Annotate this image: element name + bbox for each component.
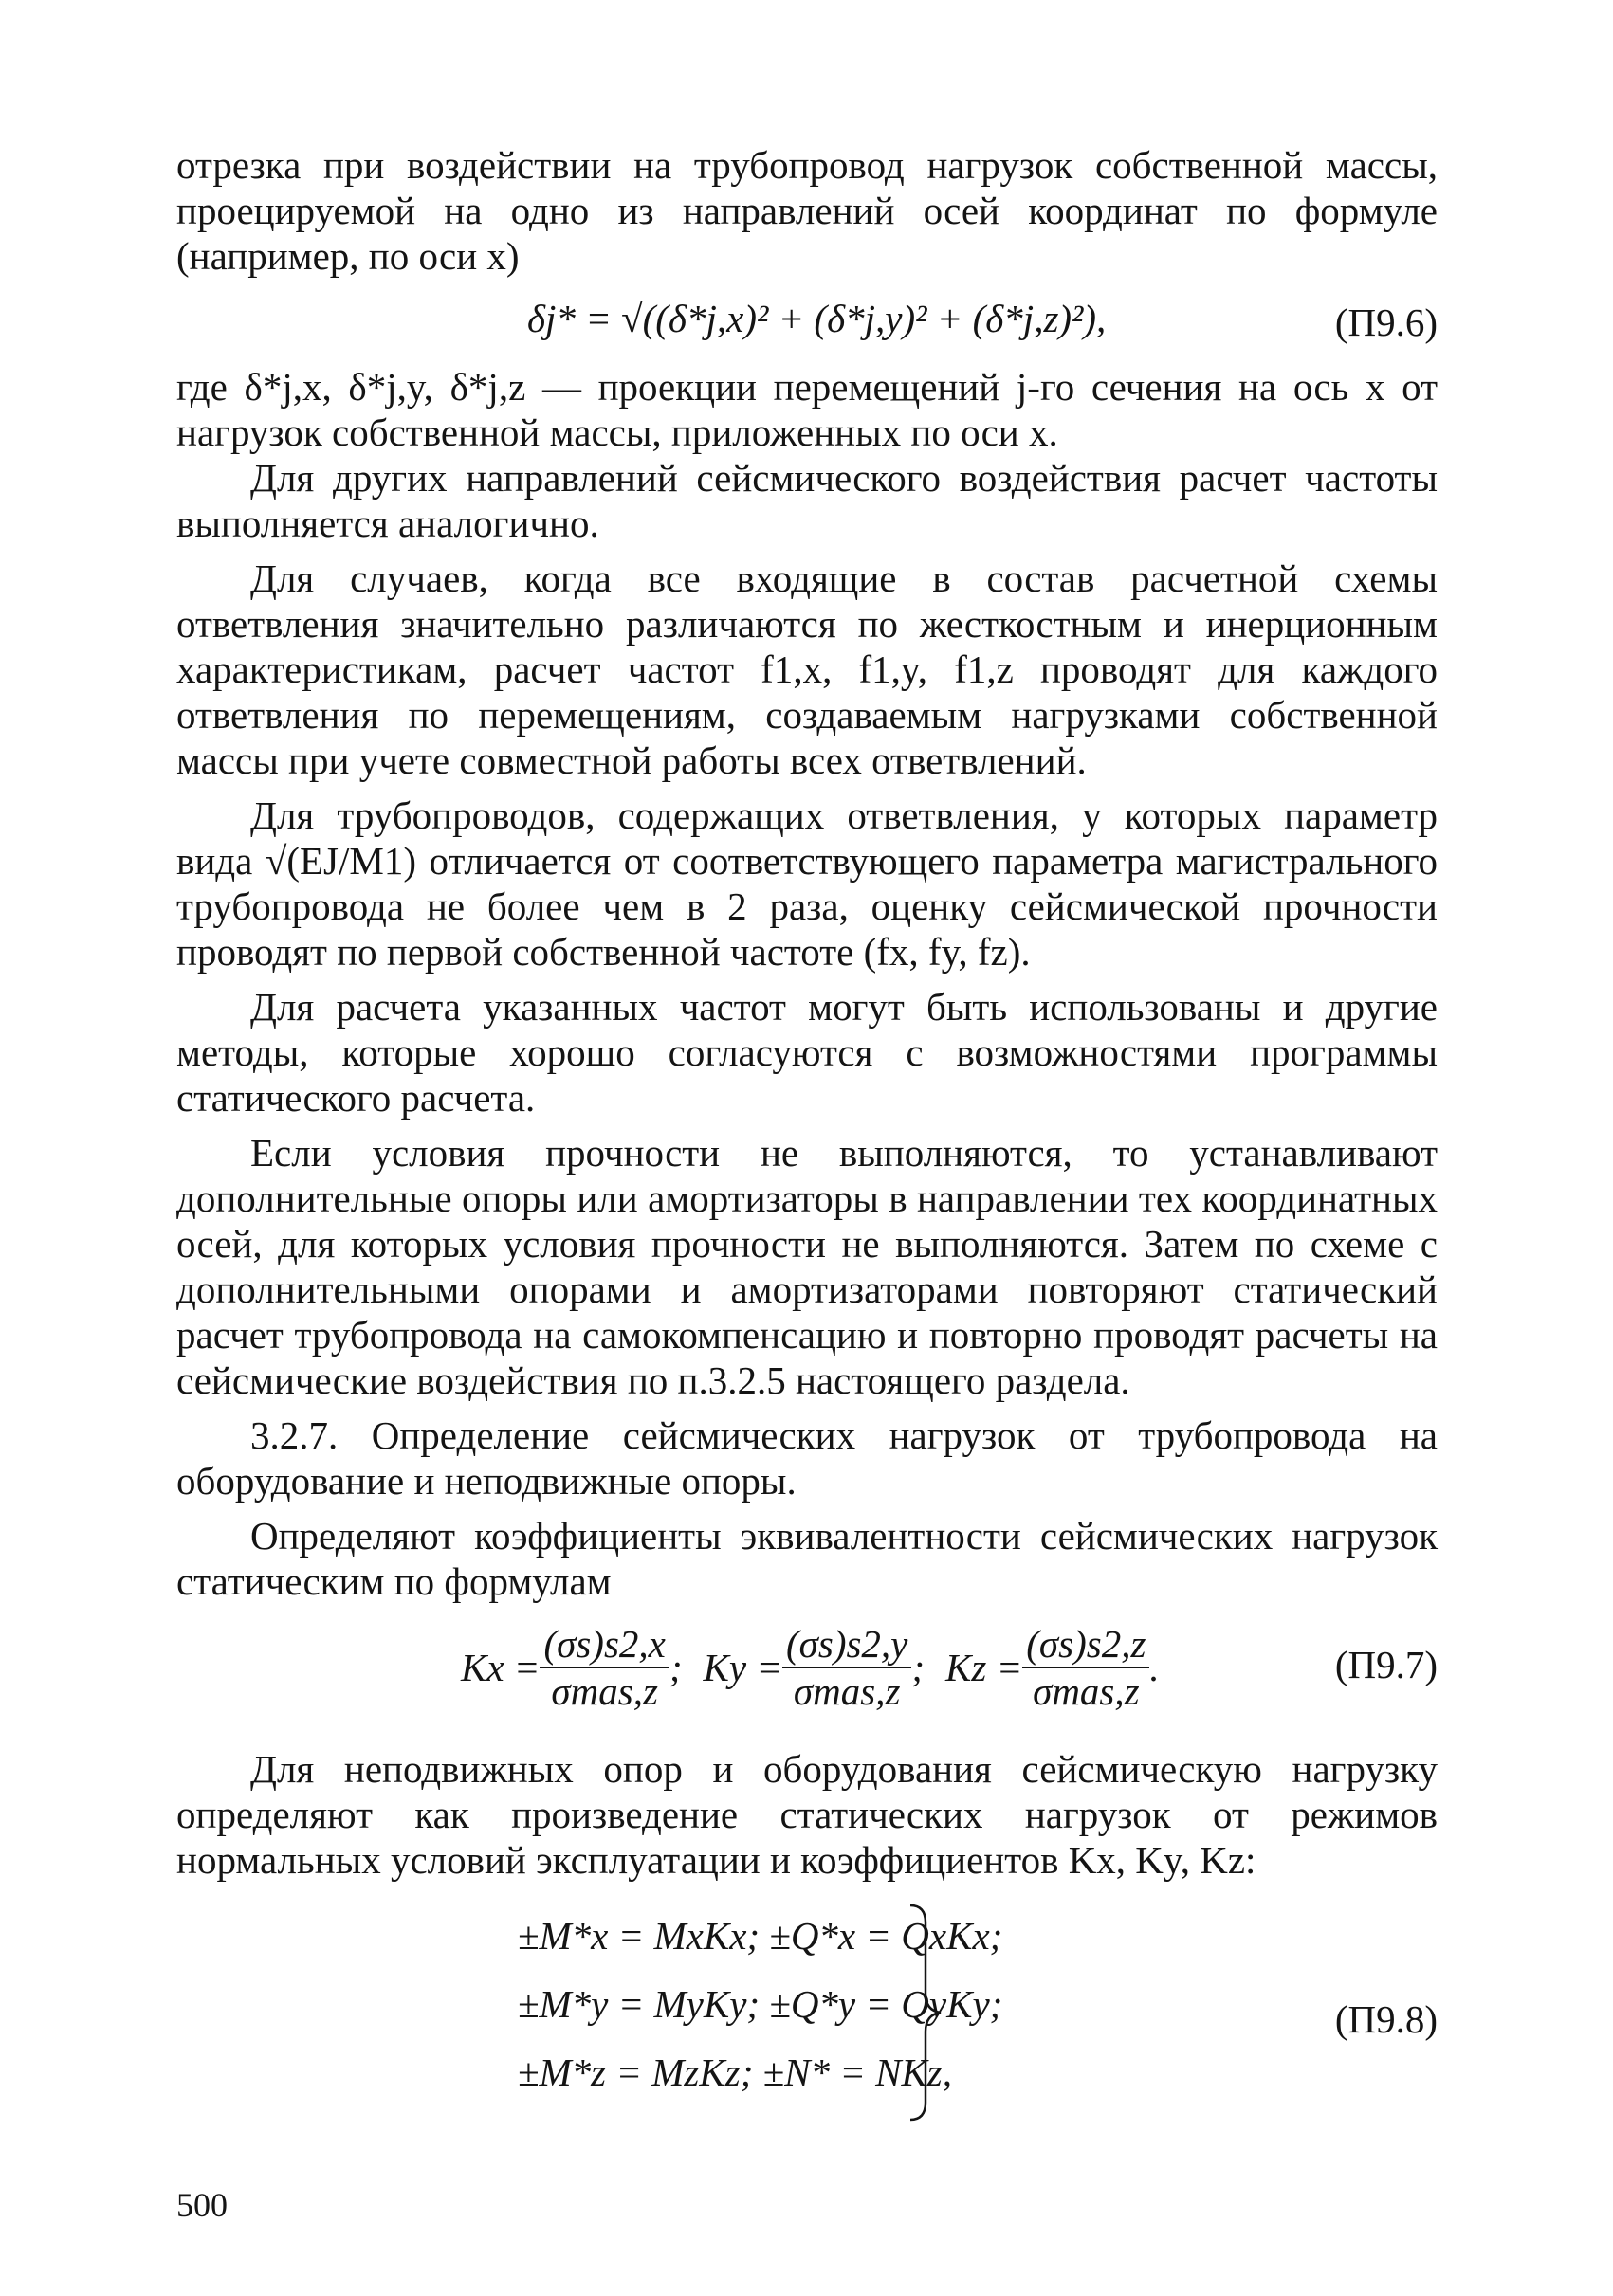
formula-kz-numerator: (σs)s2,z [1022,1621,1149,1668]
formula-p9-8-system [518,1902,1238,2106]
formula-ky-lhs: Ky = [703,1646,782,1689]
paragraph-6: Для расчета указанных частот могут быть использованы и другие методы, которые хорошо согласуются с возможностями программы статического расчета. [176,985,1438,1120]
formula-kx-lhs: Kx = [461,1646,541,1689]
formula-p9-8 [176,1902,1438,2148]
paragraph-5: Для трубопроводов, содержащих ответвления, у которых параметр вида √(EJ/M1) отличается от соответствующего параметра магистрального трубопровода не более чем в 2 раза, оценку сейсмической прочности проводят по первой собственной частоте (fx, fy, fz). [176,793,1438,974]
paragraph-9: Определяют коэффициенты эквивалентности сейсмических нагрузок статическим по формулам [176,1514,1438,1603]
formula-ky-fraction [782,1621,911,1714]
formula-p9-8-line-2: ±M*y = MyKy; ±Q*y = QyKy; [518,1982,1003,2026]
formula-ky-separator: ; [911,1646,926,1689]
right-brace-icon [907,1904,944,2122]
formula-p9-7-number: (П9.7) [1334,1643,1438,1686]
formula-p9-6 [176,290,1438,356]
formula-kx-denominator: σmas,z [551,1669,658,1713]
paragraph-7: Если условия прочности не выполняются, то устанавливают дополнительные опоры или амортизаторы в направлении тех координатных осей, для которых условия прочности не выполняются. Затем по схеме с дополнительными опорами и амортизаторами повторяют статический расчет трубопровода на самокомпенсацию и повторно проводят расчеты на сейсмические воздействия по п.3.2.5 настоящего раздела. [176,1131,1438,1402]
paragraph-1: отрезка при воздействии на трубопровод нагрузок собственной массы, проецируемой на одно из направлений осей координат по формуле (например, по оси x) [176,143,1438,278]
formula-ky-numerator: (σs)s2,y [782,1621,911,1668]
formula-kx-separator: ; [669,1646,683,1689]
formula-kx-numerator: (σs)s2,x [540,1621,669,1668]
page-number: 500 [176,2186,228,2224]
paragraph-2: где δ*j,x, δ*j,y, δ*j,z — проекции перемещений j-го сечения на ось x от нагрузок собственной массы, приложенных по оси x. [176,365,1438,454]
paragraph-10: Для неподвижных опор и оборудования сейсмическую нагрузку определяют как произведение статических нагрузок от режимов нормальных условий эксплуатации и коэффициентов Kx, Ky, Kz: [176,1747,1438,1882]
formula-p9-8-number: (П9.8) [1334,1997,1438,2041]
formula-p9-6-number: (П9.6) [1334,301,1438,344]
paragraph-8-section-heading: 3.2.7. Определение сейсмических нагрузок от трубопровода на оборудование и неподвижные опоры. [176,1413,1438,1503]
formula-p9-7 [176,1613,1438,1727]
formula-p9-7-expression [461,1621,1160,1714]
formula-kz-lhs: Kz = [945,1646,1023,1689]
formula-p9-8-line-1: ±M*x = MxKx; ±Q*x = QxKx; [518,1914,1003,1958]
formula-p9-8-line-3: ±M*z = MzKz; ±N* = NKz, [518,2050,953,2094]
paragraph-4: Для случаев, когда все входящие в состав расчетной схемы ответвления значительно различаются по жесткостным и инерционным характеристикам, расчет частот f1,x, f1,y, f1,z проводят для каждого ответвления по перемещениям, создаваемым нагрузками собственной массы при учете совместной работы всех ответвлений. [176,556,1438,782]
formula-ky-denominator: σmas,z [793,1669,901,1713]
formula-kx-fraction [540,1621,669,1714]
formula-p9-6-expression: δj* = √((δ*j,x)² + (δ*j,y)² + (δ*j,z)²), [527,297,1107,340]
formula-kz-separator: . [1149,1646,1160,1689]
formula-ky [704,1621,926,1714]
formula-kz-fraction [1022,1621,1149,1714]
formula-kx [461,1621,683,1714]
text-column [176,142,1438,2148]
formula-kz-denominator: σmas,z [1033,1669,1140,1713]
paragraph-3: Для других направлений сейсмического воздействия расчет частоты выполняется аналогично. [176,456,1438,545]
formula-kz [945,1621,1160,1714]
